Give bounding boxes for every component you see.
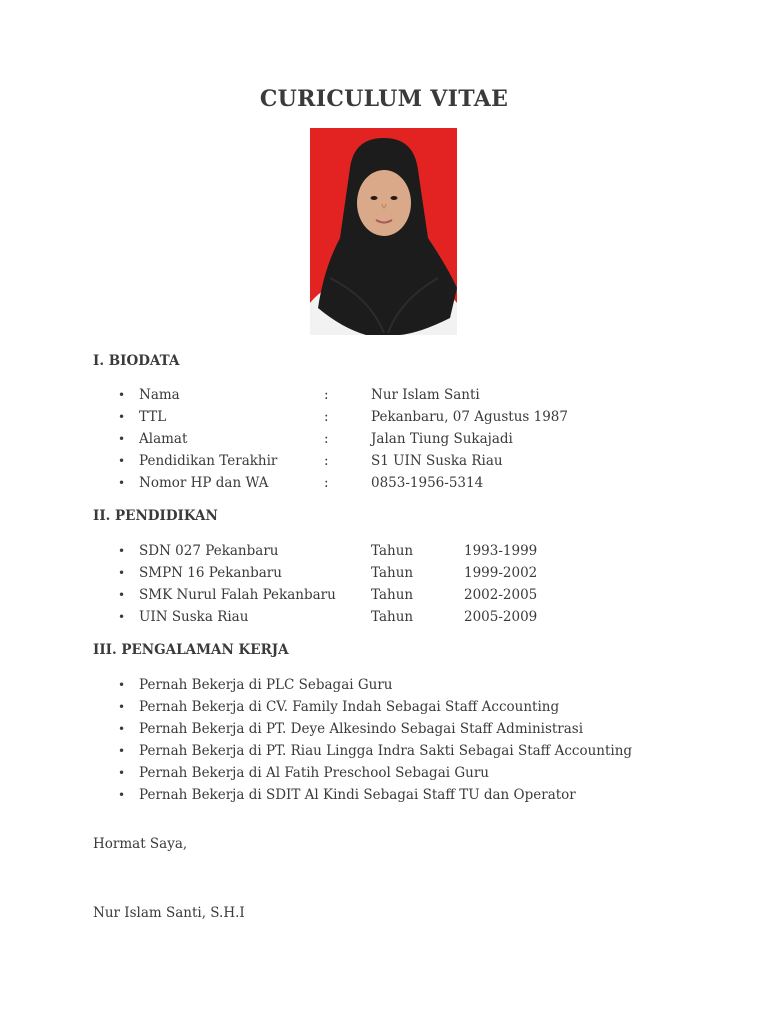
bullet: • [118, 610, 126, 624]
school-name: SDN 027 Pekanbaru [139, 543, 279, 559]
section-heading-pendidikan: II. PENDIDIKAN [93, 508, 218, 524]
section-heading-biodata: I. BIODATA [93, 353, 180, 369]
profile-photo [310, 128, 457, 335]
bullet: • [118, 700, 126, 714]
biodata-value: Pekanbaru, 07 Agustus 1987 [371, 409, 568, 425]
experience-text: Pernah Bekerja di CV. Family Indah Sebagai Staff Accounting [139, 699, 560, 715]
bullet: • [118, 432, 126, 446]
school-name: SMK Nurul Falah Pekanbaru [139, 587, 336, 603]
bullet: • [118, 766, 126, 780]
separator: : [324, 431, 329, 447]
biodata-label: Nama [139, 387, 180, 403]
bullet: • [118, 454, 126, 468]
year-range: 1999-2002 [464, 565, 538, 581]
separator: : [324, 453, 329, 469]
experience-text: Pernah Bekerja di SDIT Al Kindi Sebagai Staff TU dan Operator [139, 787, 576, 803]
experience-text: Pernah Bekerja di PT. Riau Lingga Indra Sakti Sebagai Staff Accounting [139, 743, 633, 759]
bullet: • [118, 388, 126, 402]
section-heading-pengalaman: III. PENGALAMAN KERJA [93, 642, 289, 658]
year-range: 2002-2005 [464, 587, 538, 603]
biodata-label: TTL [139, 409, 167, 425]
signature-name: Nur Islam Santi, S.H.I [93, 905, 245, 921]
bullet: • [118, 588, 126, 602]
year-label: Tahun [371, 543, 414, 559]
biodata-label: Alamat [139, 431, 188, 447]
separator: : [324, 475, 329, 491]
year-range: 1993-1999 [464, 543, 538, 559]
experience-text: Pernah Bekerja di PT. Deye Alkesindo Sebagai Staff Administrasi [139, 721, 584, 737]
bullet: • [118, 544, 126, 558]
closing-text: Hormat Saya, [93, 836, 188, 852]
bullet: • [118, 722, 126, 736]
year-label: Tahun [371, 565, 414, 581]
biodata-value: Nur Islam Santi [371, 387, 480, 403]
bullet: • [118, 788, 126, 802]
biodata-label: Pendidikan Terakhir [139, 453, 278, 469]
document-title: CURICULUM VITAE [259, 86, 509, 112]
bullet: • [118, 410, 126, 424]
separator: : [324, 409, 329, 425]
biodata-value: Jalan Tiung Sukajadi [371, 431, 513, 447]
year-label: Tahun [371, 609, 414, 625]
separator: : [324, 387, 329, 403]
bullet: • [118, 476, 126, 490]
school-name: UIN Suska Riau [139, 609, 249, 625]
experience-text: Pernah Bekerja di Al Fatih Preschool Sebagai Guru [139, 765, 489, 781]
year-range: 2005-2009 [464, 609, 538, 625]
bullet: • [118, 744, 126, 758]
year-label: Tahun [371, 587, 414, 603]
biodata-value: S1 UIN Suska Riau [371, 453, 503, 469]
school-name: SMPN 16 Pekanbaru [139, 565, 282, 581]
experience-text: Pernah Bekerja di PLC Sebagai Guru [139, 677, 393, 693]
biodata-value: 0853-1956-5314 [371, 475, 484, 491]
biodata-label: Nomor HP dan WA [139, 475, 269, 491]
bullet: • [118, 566, 126, 580]
bullet: • [118, 678, 126, 692]
